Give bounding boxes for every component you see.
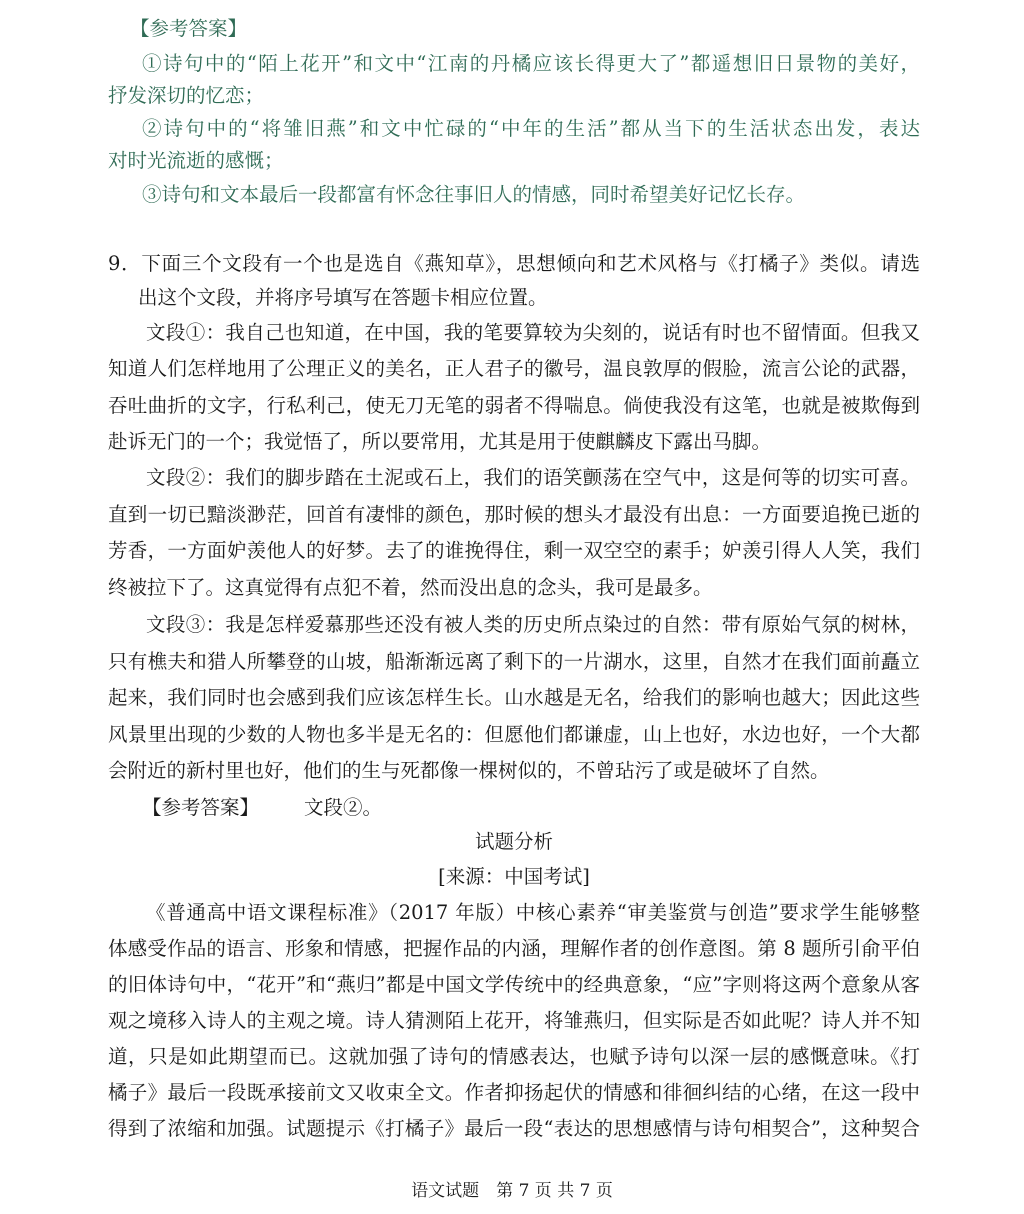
analysis-line-4: 观之境移入诗人的主观之境。诗人猜测陌上花开，将雏燕归，但实际是否如此呢？诗人并不知 [108, 1009, 920, 1032]
passage2-line-3: 芳香，一方面妒羡他人的好梦。去了的谁挽得住，剩一双空空的素手；妒羡引得人人笑，我们 [108, 539, 920, 562]
passage1-line-4: 赴诉无门的一个；我觉悟了，所以要常用，尤其是用于使麒麟皮下露出马脚。 [108, 430, 772, 453]
analysis-line-6: 橘子》最后一段既承接前文又收束全文。作者抑扬起伏的情感和徘徊纠结的心绪，在这一段中 [108, 1081, 920, 1104]
analysis-source: [来源：中国考试] [438, 865, 590, 888]
analysis-line-2: 体感受作品的语言、形象和情感，把握作品的内涵，理解作者的创作意图。第 8 题所引俞平伯 [108, 937, 920, 960]
answer9-label: 【参考答案】 [142, 796, 260, 819]
analysis-line-3: 的旧体诗句中，“花开”和“燕归”都是中国文学传统中的经典意象，“应”字则将这两个意象从客 [108, 973, 920, 996]
passage3-line-1: 文段③：我是怎样爱慕那些还没有被人类的历史所点染过的自然：带有原始气氛的树林， [146, 613, 920, 636]
passage1-line-2: 知道人们怎样地用了公理正义的美名，正人君子的徽号，温良敦厚的假脸，流言公论的武器， [108, 357, 920, 380]
analysis-line-1: 《普通高中语文课程标准》（2017 年版）中核心素养“审美鉴赏与创造”要求学生能够整 [146, 901, 920, 924]
answer9-value: 文段②。 [304, 796, 383, 819]
passage3-line-3: 起来，我们同时也会感到我们应该怎样生长。山水越是无名，给我们的影响也越大；因此这些 [108, 686, 920, 709]
passage3-line-5: 会附近的新村里也好，他们的生与死都像一棵树似的，不曾玷污了或是破坏了自然。 [108, 759, 830, 782]
answer8-line-5: ③诗句和文本最后一段都富有怀念往事旧人的情感，同时希望美好记忆长存。 [142, 183, 806, 206]
analysis-line-5: 道，只是如此期望而已。这就加强了诗句的情感表达，也赋予诗句以深一层的感慨意味。《打 [108, 1045, 920, 1068]
page-footer: 语文试题 第 7 页 共 7 页 [411, 1181, 613, 1201]
q9-line-2: 出这个文段，并将序号填写在答题卡相应位置。 [138, 286, 548, 309]
analysis-line-7: 得到了浓缩和加强。试题提示《打橘子》最后一段“表达的思想感情与诗句相契合”，这种契合 [108, 1117, 920, 1140]
passage1-line-1: 文段①：我自己也知道，在中国，我的笔要算较为尖刻的，说话有时也不留情面。但我又 [146, 321, 920, 344]
answer8-line-4: 对时光流逝的感慨； [108, 149, 284, 172]
passage2-line-4: 终被拉下了。这真觉得有点犯不着，然而没出息的念头，我可是最多。 [108, 576, 713, 599]
answer8-line-1: ①诗句中的“陌上花开”和文中“江南的丹橘应该长得更大了”都遥想旧日景物的美好， [142, 52, 920, 75]
passage3-line-4: 风景里出现的少数的人物也多半是无名的：但愿他们都谦虚，山上也好，水边也好，一个大都 [108, 723, 920, 746]
passage1-line-3: 吞吐曲折的文字，行私利己，使无刀无笔的弱者不得喘息。倘使我没有这笔，也就是被欺侮到 [108, 394, 920, 417]
answer8-line-2: 抒发深切的忆恋； [108, 84, 265, 107]
passage2-line-2: 直到一切已黯淡渺茫，回首有凄悱的颜色，那时候的想头才最没有出息：一方面要追挽已逝的 [108, 503, 920, 526]
answer8-label: 【参考答案】 [130, 17, 248, 40]
passage3-line-2: 只有樵夫和猎人所攀登的山坡，船渐渐远离了剩下的一片湖水，这里，自然才在我们面前矗立 [108, 650, 920, 673]
answer8-line-3: ②诗句中的“将雏旧燕”和文中忙碌的“中年的生活”都从当下的生活状态出发，表达 [142, 117, 920, 140]
analysis-heading: 试题分析 [474, 830, 553, 853]
q9-line-1: 9．下面三个文段有一个也是选自《燕知草》，思想倾向和艺术风格与《打橘子》类似。请选 [108, 252, 920, 275]
passage2-line-1: 文段②：我们的脚步踏在土泥或石上，我们的语笑颤荡在空气中，这是何等的切实可喜。 [146, 466, 920, 489]
